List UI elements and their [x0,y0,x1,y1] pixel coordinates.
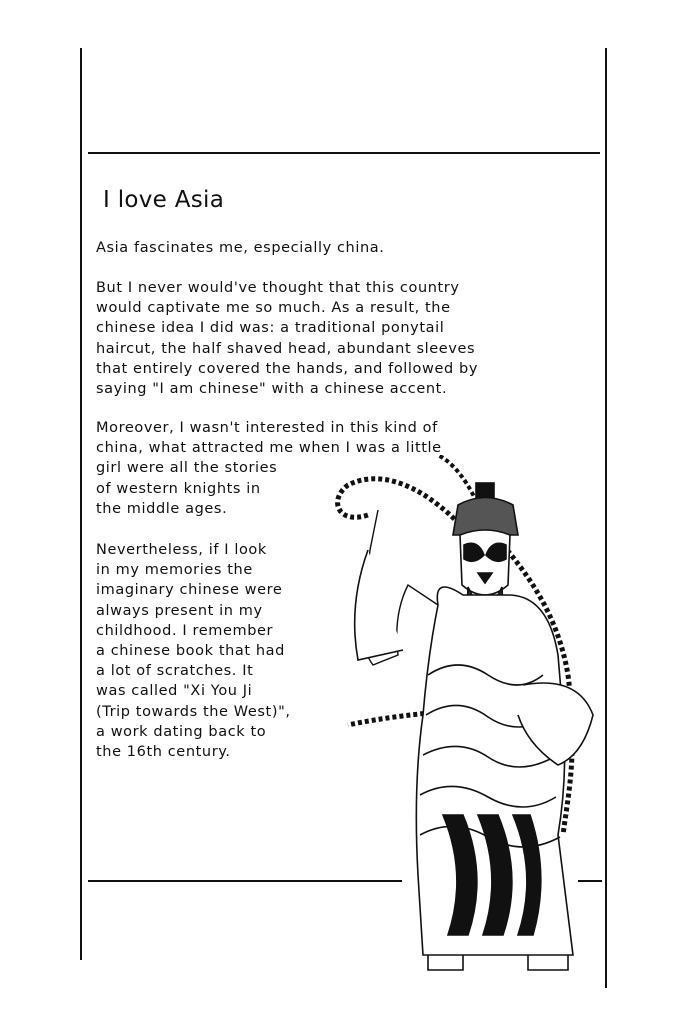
text-line: childhood. I remember [96,622,274,639]
page-frame-left-line [80,48,82,960]
text-line: saying "I am chinese" with a chinese accent. [96,381,448,398]
text-line: was called "Xi You Ji [96,683,253,700]
text-line: Nevertheless, if I look [96,542,267,558]
chinese-opera-warrior-drawing-icon [328,455,596,975]
text-line: But I never would've thought that this country [96,280,460,296]
text-line: haircut, the half shaved head, abundant sleeves [96,340,476,357]
page-frame-right-line [605,48,607,988]
paragraph-2 [96,278,478,399]
text-line: girl were all the stories [96,460,278,477]
text-line: a chinese book that had [96,643,285,660]
text-line: a work dating back to [96,723,267,740]
paragraph-1 [96,238,384,258]
text-line: imaginary chinese were [96,582,283,599]
text-line: china, what attracted me when I was a little [96,440,442,457]
text-line: in my memories the [96,562,253,579]
text-line: (Trip towards the West)", [96,703,291,720]
text-line: the middle ages. [96,500,228,517]
text-line: the 16th century. [96,744,231,761]
text-line: always present in my [96,602,263,619]
page-title: I love Asia [103,187,225,214]
text-line: would captivate me so much. As a result, the [96,300,451,317]
text-line: Moreover, I wasn't interested in this kind of [96,420,438,436]
paragraph-4 [96,540,291,762]
header-divider-line [88,152,600,154]
text-line: that entirely covered the hands, and followed by [96,360,479,377]
text-line: a lot of scratches. It [96,663,254,680]
text-line: Asia fascinates me, especially china. [96,240,385,256]
text-line: chinese idea I did was: a traditional ponytail [96,320,445,337]
text-line: of western knights in [96,480,261,497]
